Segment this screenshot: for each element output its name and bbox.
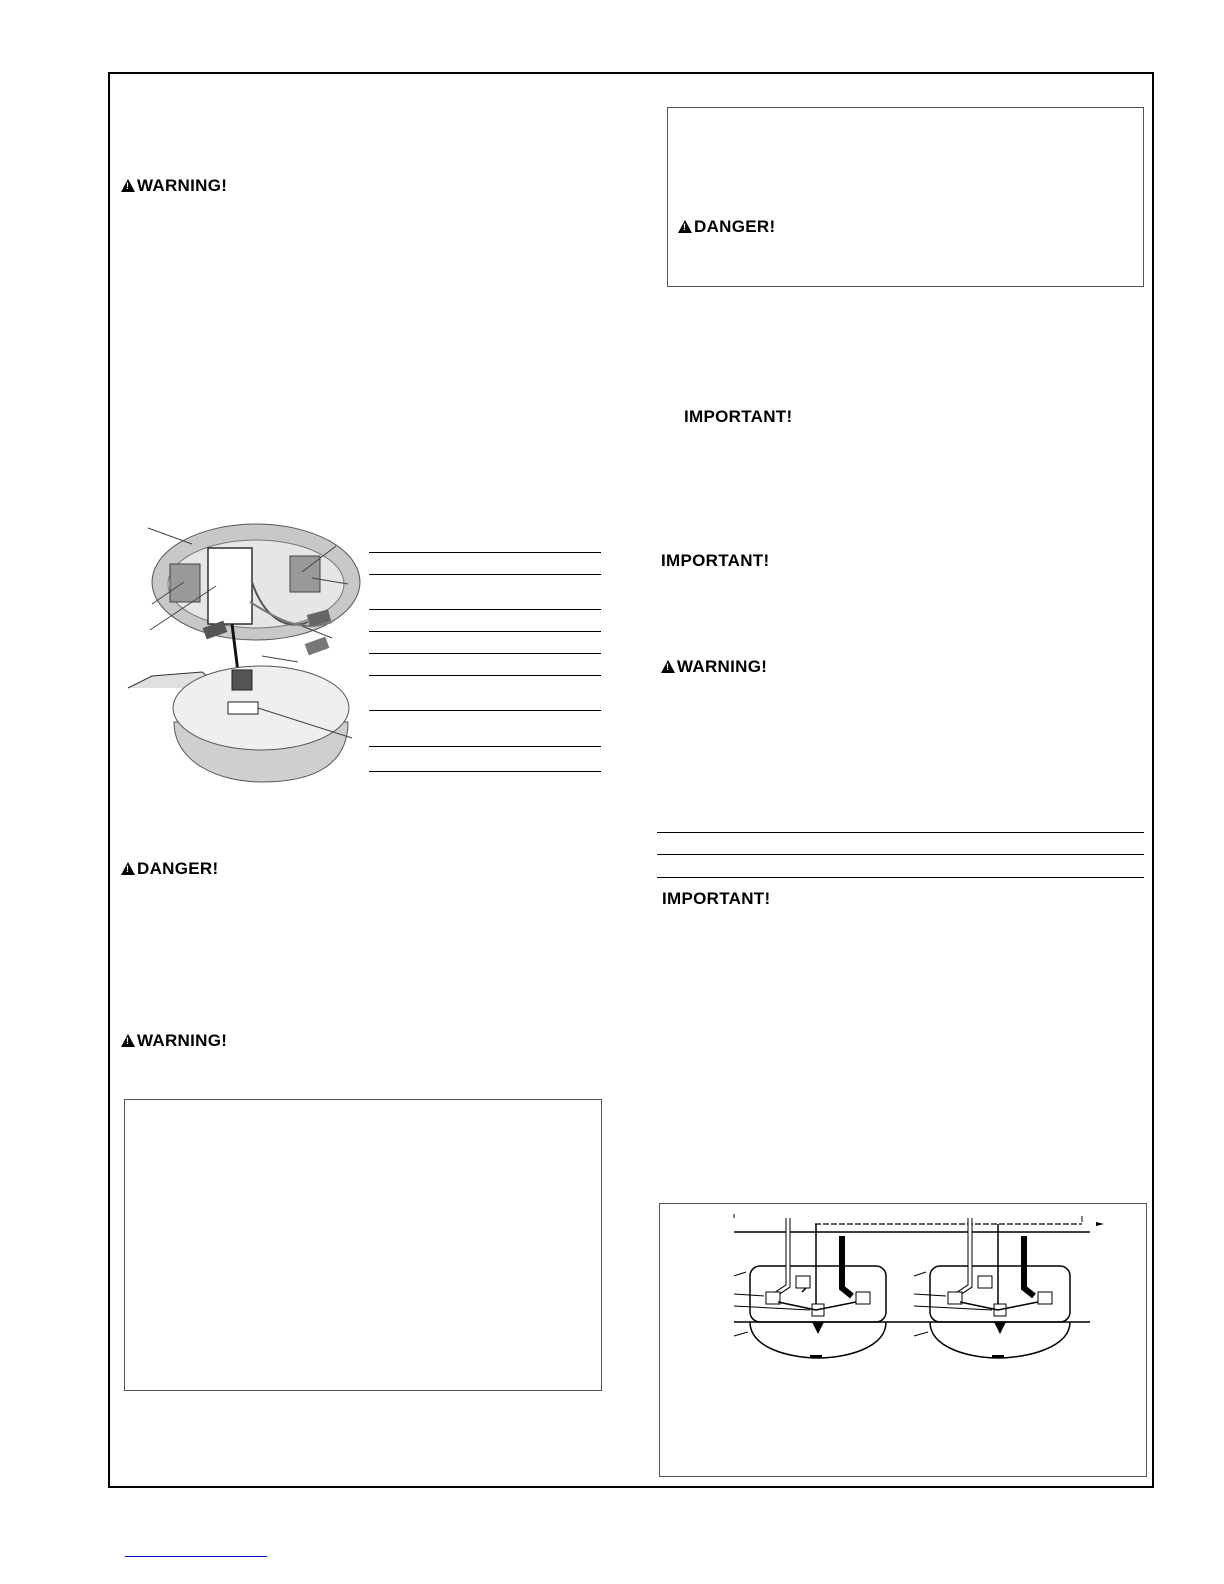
legend-rule (369, 609, 601, 610)
important-heading: IMPORTANT! (661, 551, 770, 570)
fixture-exploded-diagram (112, 512, 362, 790)
danger-box (667, 107, 1144, 287)
legend-rule (369, 631, 601, 632)
legend-rule (369, 746, 601, 747)
warning-triangle-icon (121, 862, 135, 875)
wiring-diagram (720, 1210, 1120, 1370)
danger-heading: !DANGER! (121, 859, 218, 879)
footer-link-underline[interactable] (125, 1556, 267, 1557)
important-heading: IMPORTANT! (684, 407, 793, 426)
legend-rule (369, 653, 601, 654)
warning-triangle-icon (121, 179, 135, 192)
warning-triangle-icon (121, 1034, 135, 1047)
warning-triangle-icon (661, 660, 675, 673)
table-rule (657, 832, 1144, 833)
legend-rule (369, 675, 601, 676)
important-heading: IMPORTANT! (662, 889, 771, 908)
warning-heading: !WARNING! (121, 176, 227, 196)
danger-heading: !DANGER! (678, 217, 775, 237)
legend-rule (369, 552, 601, 553)
legend-rule (369, 771, 601, 772)
note-box (124, 1099, 602, 1391)
wiring-left-fixture (750, 1218, 886, 1358)
table-rule (657, 877, 1144, 878)
warning-heading: !WARNING! (661, 657, 767, 677)
warning-heading: !WARNING! (121, 1031, 227, 1051)
legend-rule (369, 574, 601, 575)
warning-triangle-icon (678, 220, 692, 233)
legend-rule (369, 710, 601, 711)
table-rule (657, 854, 1144, 855)
wiring-right-fixture (930, 1218, 1070, 1358)
